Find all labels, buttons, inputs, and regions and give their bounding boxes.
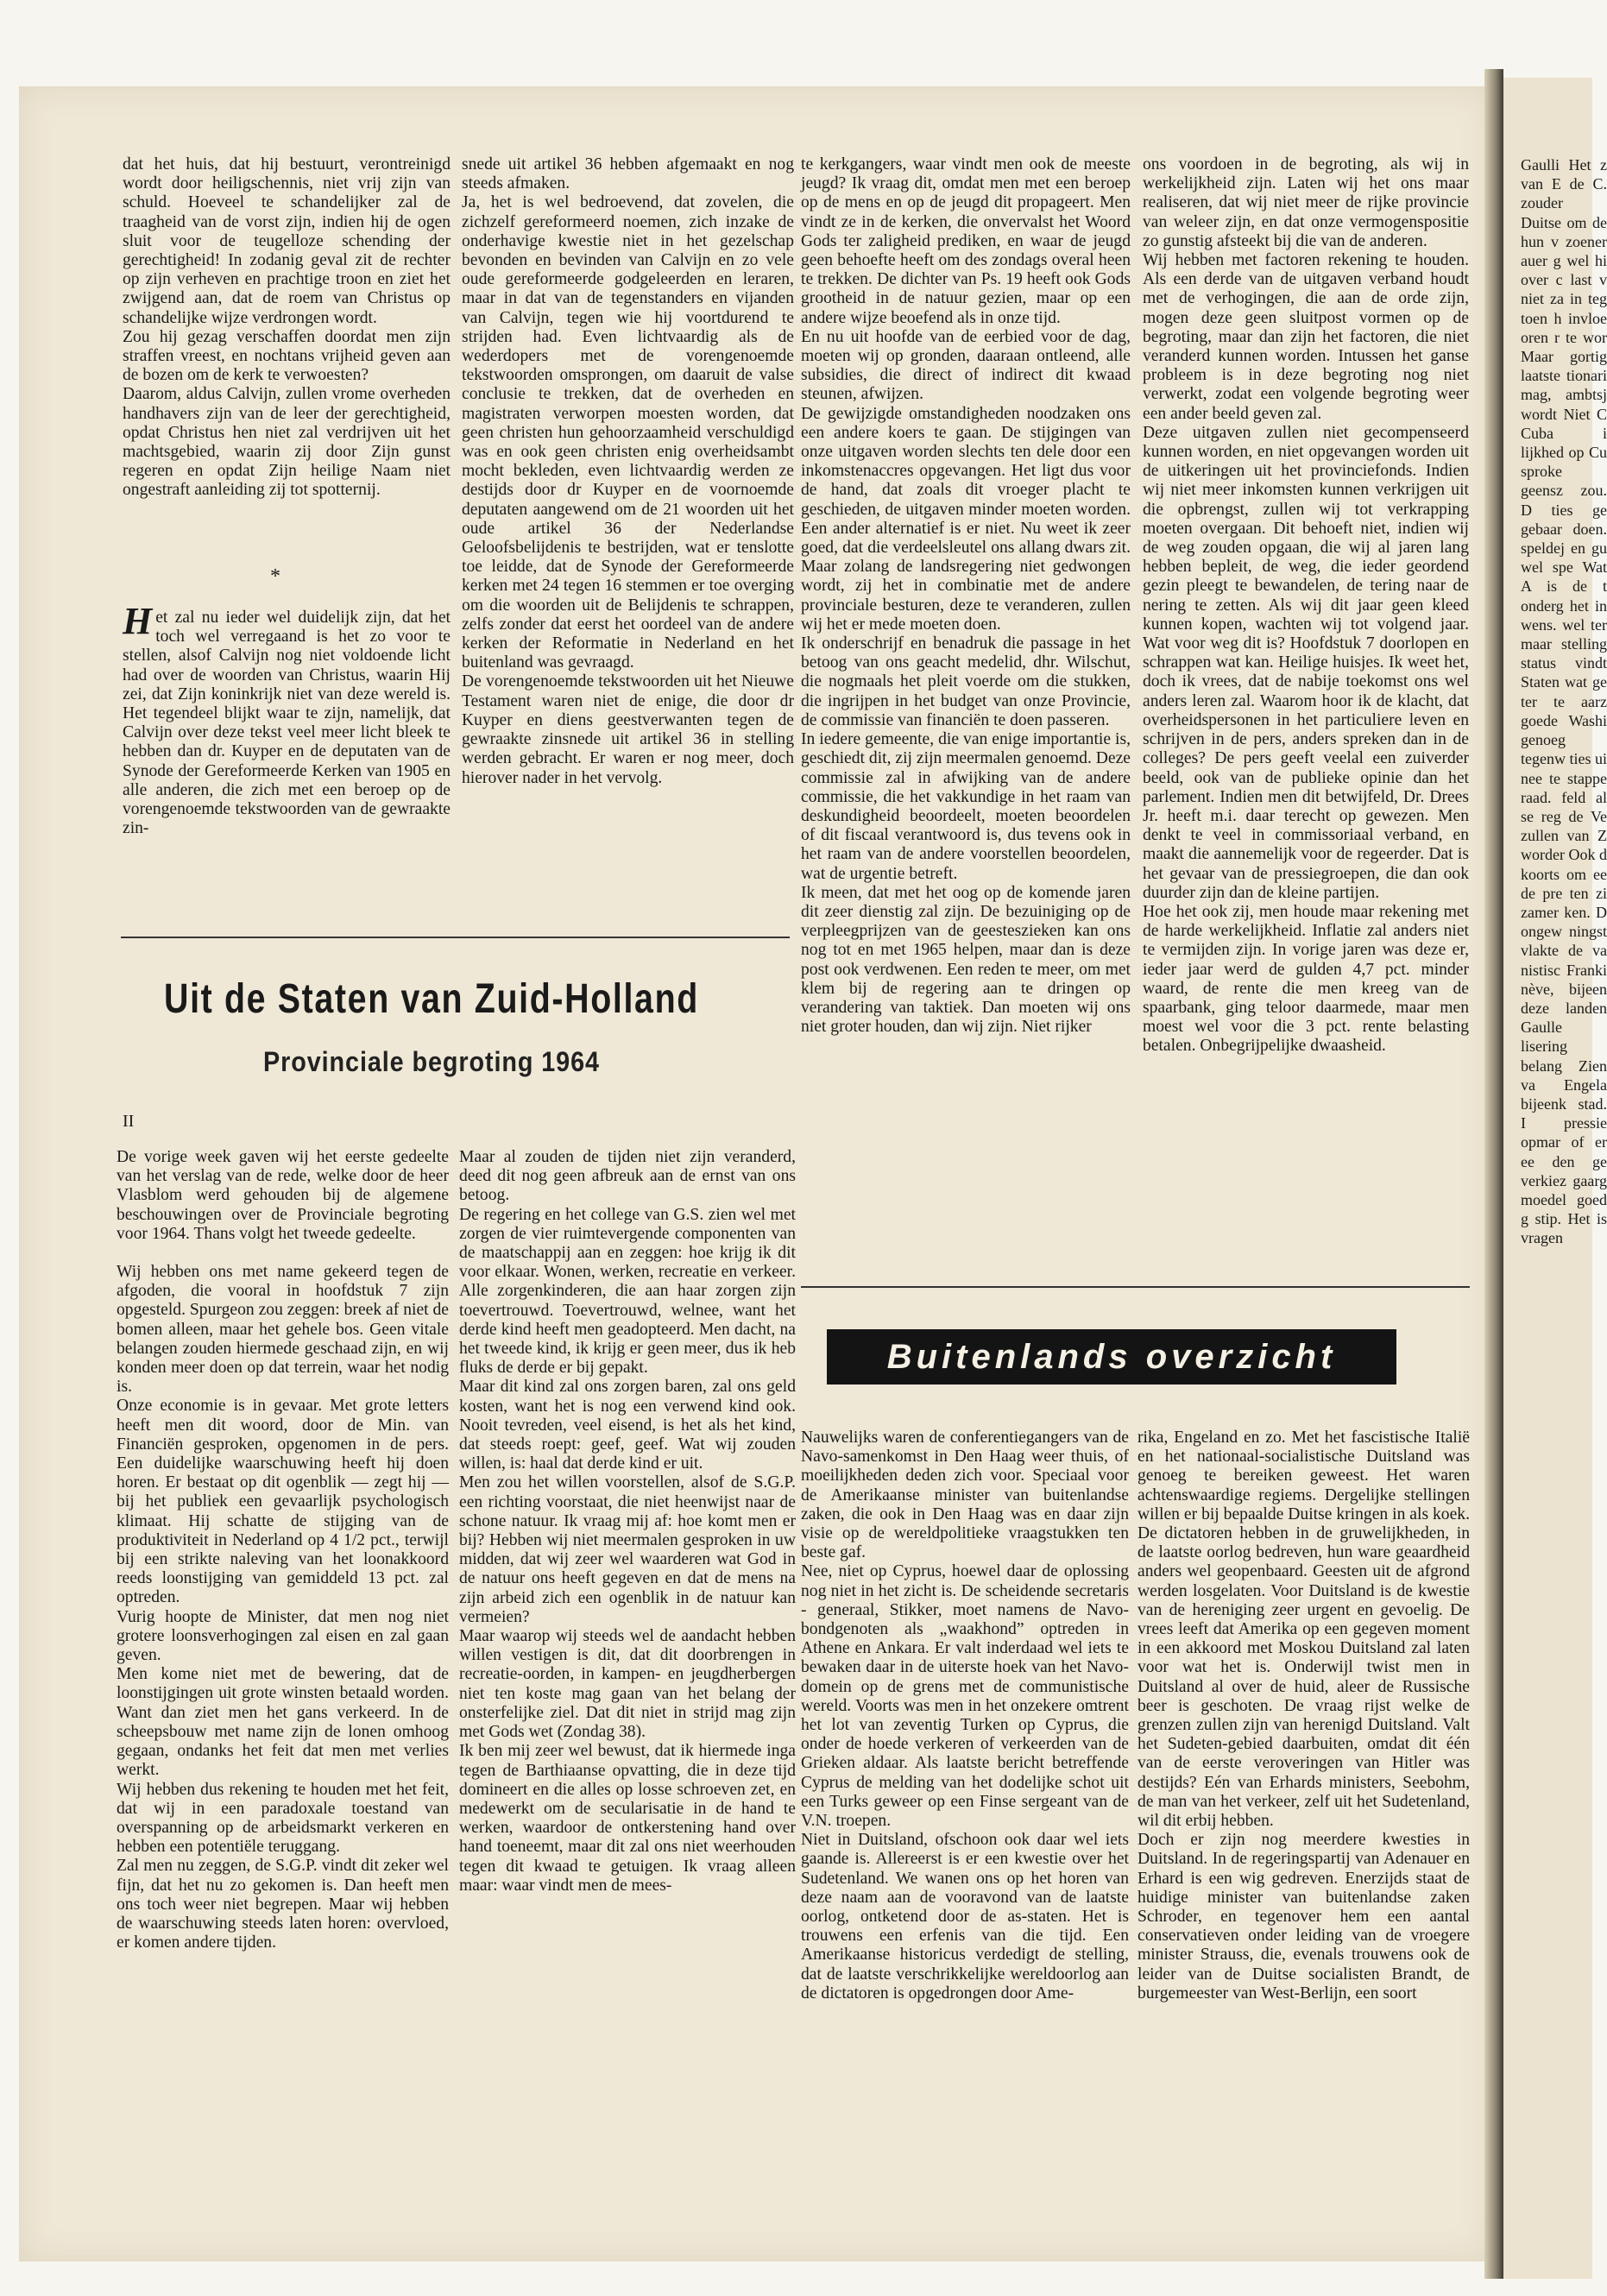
article3-paragraph: rika, Engeland en zo. Met het fascistische Italië en het nationaal-socialistische Duitsland was genoeg te bereiken geweest. Het waren achtenswaardige regiems. Dergelijke stellingen willen er bij bepaalde Duitse kringen in als koek. De dictatoren hebben in de gruwelijkheden, in de laatste oorlog bedreven, hun ware geaardheid anders wel geopenbaard. Geesten uit de afgrond werden losgelaten. Voor Duitsland is de kwestie van de hereniging zeer urgent en gevoelig. De vrees leeft dat Amerika op een gegeven moment in een akkoord met Moskou Duitsland zal laten voor wat het is. Onderwijl twist men in Duitsland al over de huid, aleer de Russische beer is geschoten. De vraag rijst welke de grenzen zullen zijn van herenigd Duitsland. Valt het Sudeten-gebied daarbuiten, omdat dit één van de eerste veroveringen van Hitler was destijds? Eén van Erhards ministers, Seebohm, de man van het verkeer, zelf uit het Sudetenland, wil dit erbij hebben. — [1138, 1429, 1470, 1831]
section-divider-star: * — [270, 565, 280, 588]
article2-column-4 — [1143, 155, 1469, 1057]
article1-paragraph: De vorengenoemde tekstwoorden uit het Nieuwe Testament waren niet de enige, die door dr Kuyper en diens geestverwanten tegen de gewraakte zinsnede uit artikel 36 in stelling werden gebracht. Er waren er nog meer, doch hierover nader in het vervolg. — [462, 672, 794, 787]
article2-column-1 — [117, 1148, 449, 1952]
article2-paragraph: Hoe het ook zij, men houde maar rekening met de harde werkelijkheid. Inflatie zal anders niet te vermijden zijn. In vorige jaren was deze er, ieder jaar werd de gulden 4,7 pct. minder waard, de rente die men kreeg van de spaarbank, ging teloor daarmede, maar men moest wel voor die 3 pct. rente belasting betalen. Onbegrijpelijke dwaasheid. — [1143, 902, 1469, 1056]
article1-paragraph: Ja, het is wel bedroevend, dat zovelen, die zichzelf gereformeerd noemen, zich inzake de onderhavige kwestie niet in het gezelschap bevonden en bevinden van Calvijn en zo vele oude gereformeerde godgeleerden en leraren, maar in dat van de tegenstanders en vijanden van Calvijn, tegen wie hij voortdurend te strijden had. Even lichtvaardig als de wederdopers met de vorengenoemde tekstwoorden omsprongen, om daaruit de valse conclusie te trekken, dat de overheden en magistraten verworpen moesten worden, dat geen christen hun gehoorzaamheid verschuldigd was en ook geen christen enig overheidsambt mocht bekleden, even lichtvaardig werden ze destijds door dr Kuyper en de voornoemde deputaten aangewend om de 21 woorden uit het oude artikel 36 der Nederlandse Geloofsbelijdenis te bestrijden, wat er tenslotte toe leidde, dat de Synode der Gereformeerde kerken met 24 tegen 16 stemmen er toe overging om die woorden uit de Belijdenis te schrappen, zelfs zonder dat eerst het oordeel van de andere kerken der Reformatie in Nederland en het buitenland was gevraagd. — [462, 193, 794, 672]
headline: Uit de Staten van Zuid-Holland — [164, 976, 699, 1022]
adjacent-page-text: Gaulli Het z van E de C. zouder Duitse om de hun v zoener auer g wel hi over c last v niet za in teg toen h invloe oren r te wor Maar gortig laatste tionari mag, ambtsj wordt Niet C Cuba i lijkhed op Cu sproke geensz zou. D ties ge gebaar doen. speldej en gu wel spe Wat A is de t onderg het in wens. wel ter maar stelling status vindt Staten wat ge ter te aarz goede Washi genoeg tegenw ties ui nee te stappe raad. feld al se reg de Ve zullen van Z worder Ook d koorts om ee de pre ten zi zamer ken. D ongew ningst vlakte de va nistisc Franki nève, bijeen deze landen Gaulle lisering belang Zien va Engela bijeenk stad. I pressie opmar of er ee den ge verkiez gaarg moedel goed g stip. Het is vragen — [1521, 156, 1607, 1247]
article2-paragraph: Ik onderschrijf en benadruk die passage in het betoog van ons geacht medelid, dhr. Wilschut, die nogmaals het pleit voerde om die stukken, die ingrijpen in het budget van onze Provincie, de commissie van financiën te doen passeren. — [801, 634, 1131, 729]
article2-column-2 — [459, 1148, 796, 1895]
article2-paragraph: Ik ben mij zeer wel bewust, dat ik hiermede inga tegen de Barthiaanse opvatting, die in deze tijd domineert en die alles op losse schroeven zet, en medewerkt om de secularisatie in de hand te werken, waardoor de ontkerstening hand over hand toeneemt, maar dit zal ons niet weerhouden tegen dit kwaad te getuigen. Ik vraag alleen maar: waar vindt men de mees- — [459, 1742, 796, 1895]
article2-paragraph: te kerkgangers, waar vindt men ook de meeste jeugd? Ik vraag dit, omdat men met een beroep op de mens en op de jeugd dit propageert. Men vindt ze in de kerken, die onvervalst het Woord Gods ter zaligheid prediken, en waar de jeugd geen behoefte heeft om des zondags overal heen te trekken. De dichter van Ps. 19 heeft ook Gods grootheid in de natuur gezien, maar op een andere wijze beoefend als in onze tijd. — [801, 155, 1131, 327]
article2-paragraph: Wij hebben ons met name gekeerd tegen de afgoden, die vooral in hoofdstuk 7 zijn opgesteld. Spurgeon zou zeggen: breek af niet de bomen alleen, maar het gehele bos. Geen vitale belangen zouden hiermede geschaad zijn, en wij konden meer doen op dat terrein, waar het nodig is. — [117, 1263, 449, 1397]
article2-paragraph: De vorige week gaven wij het eerste gedeelte van het verslag van de rede, welke door de heer Vlasblom werd gehouden bij de algemene beschouwingen over de Provinciale begroting voor 1964. Thans volgt het tweede gedeelte. — [117, 1148, 449, 1243]
article2-paragraph: Men kome niet met de bewering, dat de loonstijgingen uit grote winsten betaald worden. Want dan ziet men het gans verkeerd. In de scheepsbouw met name zijn de lonen omhoog gegaan, ondanks het feit dat men met verlies werkt. — [117, 1665, 449, 1780]
article2-paragraph: Wij hebben dus rekening te houden met het feit, dat wij in een paradoxale toestand van overspanning op de arbeidsmarkt verkeren en hebben een potentiële teruggang. — [117, 1780, 449, 1857]
article2-paragraph: Men zou het willen voorstellen, alsof de S.G.P. een richting voorstaat, die niet heenwijst naar de schone natuur. Ik vraag mij af: hoe komt men er bij? Hebben wij niet meermalen gesproken in uw midden, dat wij zeer wel waarderen wat God in de natuur ons heeft gegeven en dat de mens na zijn arbeid zich een ogenblik in de natuur kan vermeien? — [459, 1473, 796, 1626]
article3-column-1 — [801, 1429, 1129, 2003]
article2-paragraph: Zal men nu zeggen, de S.G.P. vindt dit zeker wel fijn, dat het nu zo gekomen is. Dan heeft men ons toch weer niet begrepen. Maar wij hebben de waarschuwing steeds laten horen: overvloed, er komen andere tijden. — [117, 1857, 449, 1952]
article3-paragraph: Nee, niet op Cyprus, hoewel daar de oplossing nog niet in het zicht is. De scheidende secretaris - generaal, Stikker, moet namens de Navo-bondgenoten als „waakhond” optreden in Athene en Ankara. Er valt inderdaad wel iets te bewaken daar in de uiterste hoek van het Navo-domein op de grens met de communistische wereld. Voorts was men in het onzekere omtrent het lot van zeventig Turken op Cyprus, die onder de hoede verkeren of verkeerden van de Grieken aldaar. Als laatste bericht betreffende Cyprus de melding van het dodelijke schot uit een Turks geweer op een Finse sergeant van de V.N. troepen. — [801, 1562, 1129, 1831]
article3-column-2 — [1138, 1429, 1470, 2003]
article2-paragraph: In iedere gemeente, die van enige importantie is, geschiedt dit, zij zijn meermalen genoemd. Deze commissie zal in afwijking van de andere commissie, die het vakkundige in het raam van deskundigheid beoordeelt, moeten beoordelen of dit fiscaal verantwoord is, dus tevens ook in het raam van de andere voorstellen beoordelen, wat de urgentie betreft. — [801, 730, 1131, 883]
drop-cap: H — [123, 600, 153, 642]
article1-paragraph: dat het huis, dat hij bestuurt, verontreinigd wordt door heiligschennis, niet vrij zijn van schuld. Hoeveel te schandelijker zal de traagheid van de vorst zijn, indien hij de ogen sluit voor de teugelloze schending der gerechtigheid! In zodanig geval zit de rechter op zijn verheven en prachtige troon en ziet het zwijgend aan, dat de roem van Christus op schandelijke wijze verdrongen wordt. — [123, 155, 451, 327]
article2-paragraph: Maar dit kind zal ons zorgen baren, zal ons geld kosten, want het is nog een verwend kind ook. Nooit tevreden, veel eisend, is het als het kind, dat steeds roept: geef, geef. Wat wij zouden willen, is: haal dat derde kind er uit. — [459, 1378, 796, 1473]
article1-column-1 — [123, 155, 451, 501]
article1-paragraph: snede uit artikel 36 hebben afgemaakt en nog steeds afmaken. — [462, 155, 794, 193]
article1-column-2 — [462, 155, 794, 788]
article2-paragraph: Onze economie is in gevaar. Met grote letters heeft men dit woord, door de Min. van Financiën gesproken, opgenomen in de pers. Een duidelijke waarschuwing heeft hij doen horen. Er bestaat op dit ogenblik — zegt hij — bij het publiek een gevaarlijk psychologisch klimaat. Hij schatte de stijging van de produktiviteit in Nederland op 4 1/2 pct., terwijl bij een strikte naleving van het loonakkoord reeds loonstijging van gemiddeld 13 pct. zal optreden. — [117, 1397, 449, 1607]
article1-paragraph: Daarom, aldus Calvijn, zullen vrome overheden handhavers zijn van de leer der gerechtigheid, opdat Christus hen niet zal verdrijven uit het machtsgebied, waarin zij door Zijn gunst regeren en opdat Zijn heilige Naam niet ongestraft aanleiding zij tot spotternij. — [123, 385, 451, 500]
article-divider — [121, 937, 790, 938]
article1-paragraph: Zou hij gezag verschaffen doordat men zijn straffen vreest, en nochtans vrijheid geven aan de bozen om de kerk te verwoesten? — [123, 327, 451, 385]
page-fold-shadow — [1484, 69, 1503, 2279]
article-divider — [801, 1286, 1470, 1288]
article2-paragraph: Maar waarop wij steeds wel de aandacht hebben willen vestigen is dit, dat dit doorbrengen in recreatie-oorden, in kampen- en jeugdherbergen niet ten koste mag gaan van het belang der onsterfelijke ziel. Dat dit niet in strijd mag zijn met Gods wet (Zondag 38). — [459, 1627, 796, 1742]
article2-column-3 — [801, 155, 1131, 1037]
article2-paragraph: Deze uitgaven zullen niet gecompenseerd kunnen worden, en niet opgevangen worden uit de uitkeringen uit het provinciefonds. Indien wij niet meer inkomsten kunnen verkrijgen uit die opbrengst, zullen wij tot verkrapping moeten overgaan. Dit behoeft niet, indien wij de weg zouden opgaan, die wij al jaren lang hebben bepleit, de weg, die ieder geordend gezin pleegt te bewandelen, de tering naar de nering te zetten. Als wij dit jaar geen kleed kunnen kopen, wachten wij tot volgend jaar. Wat voor weg dit is? Hoofdstuk 7 doorlopen en schrappen wat kan. Heilige huisjes. Ik weet het, doch ik vrees, dat de nabije toekomst ons wel anders leren zal. Waarom hoor ik de klacht, dat overheidspersonen in het particuliere leven en schrijven in de pers, anders spreken dan in de colleges? De pers geeft veelal een zuiverder beeld, ook van de publieke opinie dan het parlement. Indien men dit betwijfeld, Dr. Drees Jr. heeft m.i. daar terecht op gewezen. Men denkt te veel in commissoriaal verband, en maakt die aannemelijk voor de regeerder. Dat is het gevaar van de pressiegroepen, die dan ook duurder zijn dan de kleine partijen. — [1143, 423, 1469, 902]
article1-paragraph: et zal nu ieder wel duidelijk zijn, dat het toch wel verregaand is het zo voor te stellen, alsof Calvijn nog niet voldoende licht had over de woorden van Christus, waarin Hij zei, dat Zijn koninkrijk niet van deze wereld is. Het tegendeel blijkt waar te zijn, namelijk, dat Calvijn over deze tekst veel meer licht bleek te hebben dan dr. Kuyper en de deputaten van de Synode der Gereformeerde Kerken van 1905 en alle anderen, die zich met een beroep op de vorengenoemde tekstwoorden van de gewraakte zin- — [123, 609, 451, 838]
article2-paragraph: De gewijzigde omstandigheden noodzaken ons een andere koers te gaan. De stijgingen van onze uitgaven worden slechts ten dele door een inkomstenaccres opgevangen. Het ligt dus voor de hand, dat zoals dit vroeger placht te geschieden, de uitgaven minder moeten worden. Een ander alternatief is er niet. Nu weet ik zeer goed, dat die verdeelsleutel ons allang dwars zit. Maar zolang de landsregering niet gedwongen wordt, zij het in combinatie met de andere provinciale besturen, deze te veranderen, zullen wij het er mede moeten doen. — [801, 404, 1131, 634]
article3-paragraph: Doch er zijn nog meerdere kwesties in Duitsland. In de regeringspartij van Adenauer en Erhard is een wig gedreven. Enerzijds staat de huidige minister van buitenlandse zaken Schroder, en tegenover hem een aantal conservatieven onder leiding van de vroegere minister Strauss, die, evenals trouwens ook de leider van de Duitse socialisten Brandt, de burgemeester van West-Berlijn, een soort — [1138, 1831, 1470, 2003]
article3-paragraph: Niet in Duitsland, ofschoon ook daar wel iets gaande is. Allereerst is er een kwestie over het Sudetenland. We wanen ons op het horen van deze naam aan de vooravond van de laatste oorlog, ontketend door de as-staten. Het is trouwens een erfenis van die tijd. Een Amerikaanse historicus verdedigt de stelling, dat de laatste verschrikkelijke wereldoorlog aan de dictatoren is opgedrongen door Ame- — [801, 1831, 1129, 2003]
article2-paragraph: Maar al zouden de tijden niet zijn veranderd, deed dit nog geen afbreuk aan de ernst van ons betoog. — [459, 1148, 796, 1205]
article2-paragraph: En nu uit hoofde van de eerbied voor de dag, moeten wij op gronden, daaraan ontleend, alle subsidies, die direct of indirect dit kwaad steunen, afwijzen. — [801, 327, 1131, 404]
section-banner: Buitenlands overzicht — [827, 1329, 1396, 1385]
part-number: II — [123, 1112, 135, 1131]
article2-paragraph: Vurig hoopte de Minister, dat men nog niet grotere loonsverhogingen zal eisen en zal gaan geven. — [117, 1607, 449, 1665]
article1-column-1b — [123, 600, 451, 838]
article2-paragraph: Ik meen, dat met het oog op de komende jaren dit zeer dienstig zal zijn. De bezuiniging op de verpleegprijzen van de geesteszieken kan ons nog tot en met 1965 helpen, maar dan is deze post ook verdwenen. Een reden te meer, om met klem bij de regering aan te dringen op verandering van taktiek. Dan moeten wij ons niet groter houden, dan wij zijn. Niet rijker — [801, 883, 1131, 1037]
article2-paragraph: De regering en het college van G.S. zien wel met zorgen de vier ruimtevergende componenten van de maatschappij aan en zeggen: hoe krijg ik dit voor elkaar. Wonen, werken, recreatie en verkeer. Alle zorgenkinderen, die aan haar zorgen zijn toevertrouwd. Toevertrouwd, welnee, want het derde kind heeft men geadopteerd. Men dacht, na het tweede kind, ik krijg er geen meer, dus ik heb fluks de derde er bij gepakt. — [459, 1205, 796, 1378]
article2-paragraph: ons voordoen in de begroting, als wij in werkelijkheid zijn. Laten wij het ons maar realiseren, dat wij niet meer de rijke provincie van weleer zijn, en dat onze vermogenspositie zo gunstig afsteekt bij die van de anderen. — [1143, 155, 1469, 250]
article2-paragraph: Wij hebben met factoren rekening te houden. Als een derde van de uitgaven verband houdt met de verhogingen, die aan de orde zijn, mogen deze geen sluitpost vormen op de begroting, maar dan zijn het factoren, die niet veranderd kunnen worden. Intussen het ganse probleem is in deze begroting nog niet verwerkt, zodat een volgende begroting weer een ander beeld geven zal. — [1143, 251, 1469, 423]
article3-paragraph: Nauwelijks waren de conferentiegangers van de Navo-samenkomst in Den Haag weer thuis, of moeilijkheden deden zich voor. Speciaal voor de Amerikaanse minister van buitenlandse zaken, die ook in Den Haag was en daar zijn visie op de wereldpolitieke vraagstukken ten beste gaf. — [801, 1429, 1129, 1562]
subheadline: Provinciale begroting 1964 — [263, 1046, 600, 1077]
